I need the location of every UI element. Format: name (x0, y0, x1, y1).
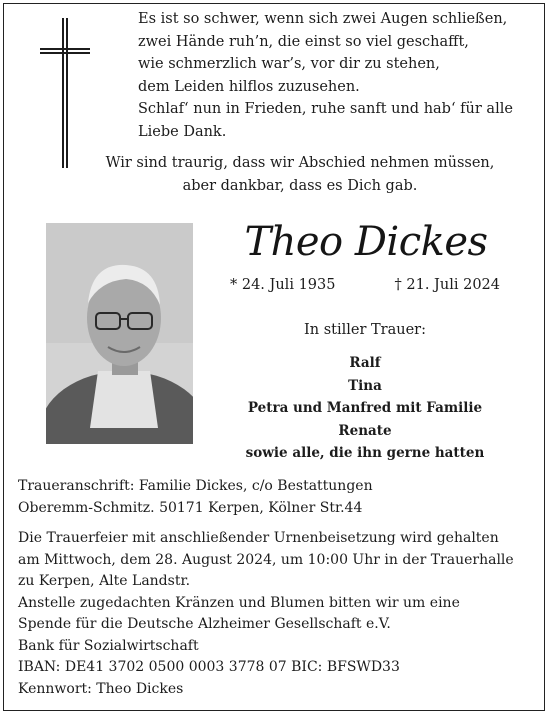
info-line: zu Kerpen, Alte Landstr. (18, 573, 191, 589)
farewell-line: aber dankbar, dass es Dich gab. (182, 177, 418, 194)
poem-line: Schlaf‘ nun in Frieden, ruhe sanft und hab‘ für alle (138, 101, 513, 117)
portrait-photo (46, 223, 193, 444)
info-line: Kennwort: Theo Dickes (18, 680, 184, 697)
poem-line: Es ist so schwer, wenn sich zwei Augen schließen, (138, 11, 508, 27)
life-dates (230, 275, 500, 295)
birth-date: * 24. Juli 1935 (230, 277, 336, 293)
mourning-heading: In stiller Trauer: (304, 322, 426, 338)
farewell-line: Wir sind traurig, dass wir Abschied nehmen müssen, (105, 155, 495, 171)
address-line: Oberemm-Schmitz. 50171 Kerpen, Kölner Str.44 (18, 499, 363, 516)
deceased-name: Theo Dickes (244, 219, 488, 265)
address-line: Traueranschrift: Familie Dickes, c/o Bestattungen (18, 478, 373, 494)
poem-line: dem Leiden hilflos zuzusehen. (138, 78, 360, 95)
family-member: Petra und Manfred mit Familie (247, 400, 483, 416)
family-member: Tina (348, 377, 382, 394)
info-line: Anstelle zugedachten Kränzen und Blumen bitten wir um eine (18, 594, 460, 611)
family-list (220, 352, 510, 465)
info-line: Spende für die Deutsche Alzheimer Gesellschaft e.V. (18, 616, 391, 632)
cross-icon (40, 18, 90, 168)
family-member: sowie alle, die ihn gerne hatten (245, 445, 485, 461)
family-member: Ralf (349, 355, 381, 371)
info-line: IBAN: DE41 3702 0500 0003 3778 07 BIC: BFSWD33 (18, 659, 400, 675)
poem-line: wie schmerzlich war’s, vor dir zu stehen, (138, 56, 440, 72)
poem (138, 8, 538, 143)
poem-line: zwei Hände ruh’n, die einst so viel geschafft, (138, 33, 469, 50)
death-date: † 21. Juli 2024 (394, 277, 500, 293)
farewell-text (100, 152, 500, 197)
info-line: am Mittwoch, dem 28. August 2024, um 10:00 Uhr in der Trauerhalle (18, 551, 514, 568)
info-line: Die Trauerfeier mit anschließender Urnenbeisetzung wird gehalten (18, 530, 499, 546)
funeral-info (18, 528, 543, 700)
mourning-address (18, 476, 538, 519)
family-member: Renate (338, 422, 392, 439)
poem-line: Liebe Dank. (138, 123, 227, 140)
info-line: Bank für Sozialwirtschaft (18, 637, 199, 654)
